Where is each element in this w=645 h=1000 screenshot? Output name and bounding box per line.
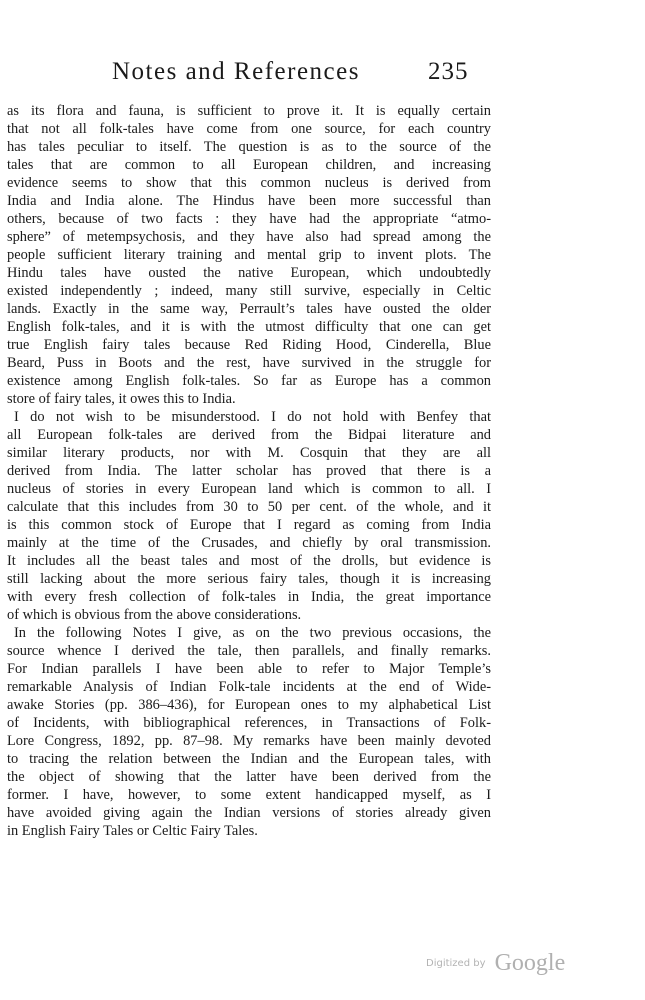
text-line: of Incidents, with bibliographical references, in Transactions of Folk- (7, 715, 491, 731)
text-line: of which is obvious from the above considerations. (7, 607, 302, 623)
text-line: For Indian parallels I have been able to refer to Major Temple’s (7, 661, 491, 677)
text-line: have avoided giving again the Indian versions of stories already given (7, 805, 491, 821)
text-line: Lore Congress, 1892, pp. 87–98. My remarks have been mainly devoted (7, 733, 491, 749)
digitized-by-label: Digitized by (426, 958, 486, 969)
text-line: existence among English folk-tales. So far as Europe has a common (7, 373, 491, 389)
text-line: similar literary products, nor with M. Cosquin that they are all (7, 445, 491, 461)
page-number: 235 (428, 58, 469, 85)
text-line: with every fresh collection of folk-tales in India, the great importance (7, 589, 491, 605)
text-line: has tales peculiar to itself. The question is as to the source of the (7, 139, 491, 155)
text-line: sphere” of metempsychosis, and they have also had spread among the (7, 229, 491, 245)
text-line: people sufficient literary training and mental grip to invent plots. The (7, 247, 491, 263)
text-line: still lacking about the more serious fairy tales, though it is increasing (7, 571, 491, 587)
text-line: true English fairy tales because Red Riding Hood, Cinderella, Blue (7, 337, 491, 353)
text-line: derived from India. The latter scholar has proved that there is a (7, 463, 491, 479)
running-title: Notes and References (112, 58, 360, 85)
page-header (0, 58, 645, 92)
digitization-watermark (426, 950, 565, 982)
text-line: tales that are common to all European children, and increasing (7, 157, 491, 173)
text-line: source whence I derived the tale, then parallels, and finally remarks. (7, 643, 491, 659)
text-line: former. I have, however, to some extent handicapped myself, as I (7, 787, 491, 803)
text-line: Beard, Puss in Boots and the rest, have survived in the struggle for (7, 355, 491, 371)
text-line: mainly at the time of the Crusades, and chiefly by oral transmission. (7, 535, 491, 551)
text-line: It includes all the beast tales and most of the drolls, but evidence is (7, 553, 491, 569)
text-line: I do not wish to be misunderstood. I do not hold with Benfey that (14, 409, 491, 425)
text-line: remarkable Analysis of Indian Folk-tale incidents at the end of Wide- (7, 679, 491, 695)
text-line: awake Stories (pp. 386–436), for European ones to my alphabetical List (7, 697, 491, 713)
text-line: nucleus of stories in every European land which is common to all. I (7, 481, 491, 497)
text-line: calculate that this includes from 30 to 50 per cent. of the whole, and it (7, 499, 491, 515)
text-line: others, because of two facts : they have had the appropriate “atmo- (7, 211, 491, 227)
text-line: store of fairy tales, it owes this to India. (7, 391, 236, 407)
text-line: is this common stock of Europe that I regard as coming from India (7, 517, 491, 533)
text-line: evidence seems to show that this common nucleus is derived from (7, 175, 491, 191)
text-line: India and India alone. The Hindus have been more successful than (7, 193, 491, 209)
text-line: in English Fairy Tales or Celtic Fairy Tales. (7, 823, 258, 839)
text-line: as its flora and fauna, is sufficient to prove it. It is equally certain (7, 103, 491, 119)
google-logo: Google (494, 950, 566, 976)
text-line: all European folk-tales are derived from the Bidpai literature and (7, 427, 491, 443)
text-line: In the following Notes I give, as on the two previous occasions, the (14, 625, 491, 641)
text-line: existed independently ; indeed, many still survive, especially in Celtic (7, 283, 491, 299)
text-line: lands. Exactly in the same way, Perrault’s tales have ousted the older (7, 301, 491, 317)
text-line: to tracing the relation between the Indian and the European tales, with (7, 751, 491, 767)
text-line: Hindu tales have ousted the native European, which undoubtedly (7, 265, 491, 281)
text-line: the object of showing that the latter have been derived from the (7, 769, 491, 785)
text-line: English folk-tales, and it is with the utmost difficulty that one can get (7, 319, 491, 335)
text-line: that not all folk-tales have come from one source, for each country (7, 121, 491, 137)
